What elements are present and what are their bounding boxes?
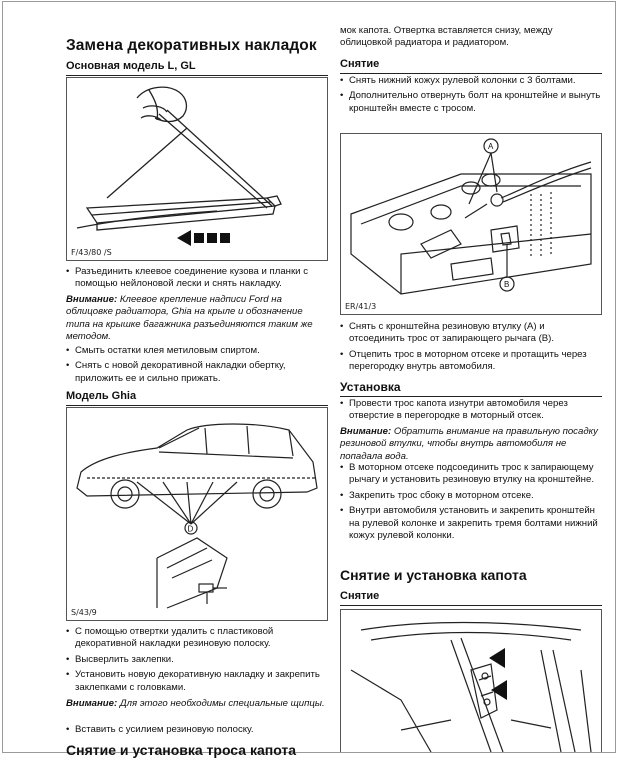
heading-install: Установка (340, 380, 401, 394)
subtitle-ghia: Модель Ghia (66, 390, 137, 402)
warning-label: Внимание: (340, 426, 392, 437)
heading-removal: Снятие (340, 58, 380, 70)
figure-label: S/43/9 (71, 608, 97, 617)
figure-hood-hinge (340, 609, 602, 752)
warning-text: Обратить внимание на правильную посадку резиновой втулки, чтобы внутрь автомобиля не попадала вода. (340, 426, 598, 462)
subtitle-base-model: Основная модель L, GL (66, 60, 196, 72)
list-item: • Высверлить заклепки. (66, 654, 328, 666)
callout-b: B (504, 280, 510, 289)
warning-1 (66, 294, 328, 344)
heading-hood-cable: Снятие и установка троса капота (66, 742, 297, 758)
bullet-list-3 (66, 626, 328, 697)
list-item: • Установить новую декоративную накладку и закрепить заклепками с головками. (66, 669, 328, 694)
figure-ghia-car-drawing (67, 408, 327, 620)
heading-hood-removal: Снятие (340, 590, 380, 602)
divider (66, 75, 328, 76)
list-item: • Снять с кронштейна резиновую втулку (A) и отсоединить трос от запирающего рычага (B). (340, 321, 602, 346)
figure-label: F/43/80 /S (71, 248, 112, 257)
bullet-list-1 (66, 266, 328, 294)
list-item: • Снять нижний кожух рулевой колонки с 3 болтами. (340, 75, 602, 87)
warning-2 (66, 698, 328, 710)
warning-text: Для этого необходимы специальные щипцы. (119, 698, 325, 709)
warning-text: Клеевое крепление надписи Ford на облицовке радиатора, Ghia на крыле и обозначение типа на крышке багажника разъединяются таким же методом. (66, 294, 313, 343)
bullet-list-removal (340, 75, 602, 118)
warning-label: Внимание: (66, 294, 118, 305)
list-item: • Смыть остатки клея метиловым спиртом. (66, 345, 328, 357)
bullet-list-install-2 (340, 462, 602, 545)
list-item: • Разъединить клеевое соединение кузова и планки с помощью нейлоновой лески и снять накладку. (66, 266, 328, 291)
intro-text: мок капота. Отвертка вставляется снизу, между облицовкой радиатора и радиатором. (340, 25, 553, 49)
list-item: • В моторном отсеке подсоединить трос к запирающему рычагу и установить резиновую втулку на кронштейне. (340, 462, 602, 487)
warning-install (340, 426, 602, 463)
list-item: • Провести трос капота изнутри автомобиля через отверстие в перегородке в моторный отсек. (340, 398, 602, 423)
callout-d: D (187, 524, 194, 534)
list-item: • Вставить с усилием резиновую полоску. (66, 724, 328, 736)
divider (66, 405, 328, 406)
list-item: • С помощью отвертки удалить с пластиковой декоративной накладки резиновую полоску. (66, 626, 328, 651)
bullet-list-install-1 (340, 398, 602, 426)
bullet-list-after-figure (340, 321, 602, 377)
figure-ghia-car (66, 407, 328, 621)
figure-hood-cable-drawing (341, 134, 601, 314)
list-item: • Снять с новой декоративной накладки обертку, приложить ее и сильно прижать. (66, 360, 328, 385)
divider (340, 73, 602, 74)
figure-nylon-line-drawing (67, 78, 327, 260)
figure-nylon-line (66, 77, 328, 261)
list-item: • Отцепить трос в моторном отсеке и протащить через перегородку внутрь автомобиля. (340, 349, 602, 374)
section-title-trim: Замена декоративных накладок (66, 37, 317, 54)
heading-hood: Снятие и установка капота (340, 567, 527, 583)
list-item: • Дополнительно отвернуть болт на кронштейне и вынуть кронштейн вместе с тросом. (340, 90, 602, 115)
figure-hood-cable (340, 133, 602, 315)
divider (340, 396, 602, 397)
bullet-list-4 (66, 724, 328, 739)
warning-label: Внимание: (66, 698, 118, 709)
list-item: • Закрепить трос сбоку в моторном отсеке. (340, 490, 602, 502)
list-item: • Внутри автомобиля установить и закрепить кронштейн на рулевой колонке и закрепить тремя болтами нижний кожух рулевой колонки. (340, 505, 602, 542)
bullet-list-2 (66, 345, 328, 388)
figure-label: ER/41/3 (345, 302, 377, 311)
callout-a: A (488, 142, 494, 151)
figure-hood-hinge-drawing (341, 610, 601, 752)
divider (340, 605, 602, 606)
